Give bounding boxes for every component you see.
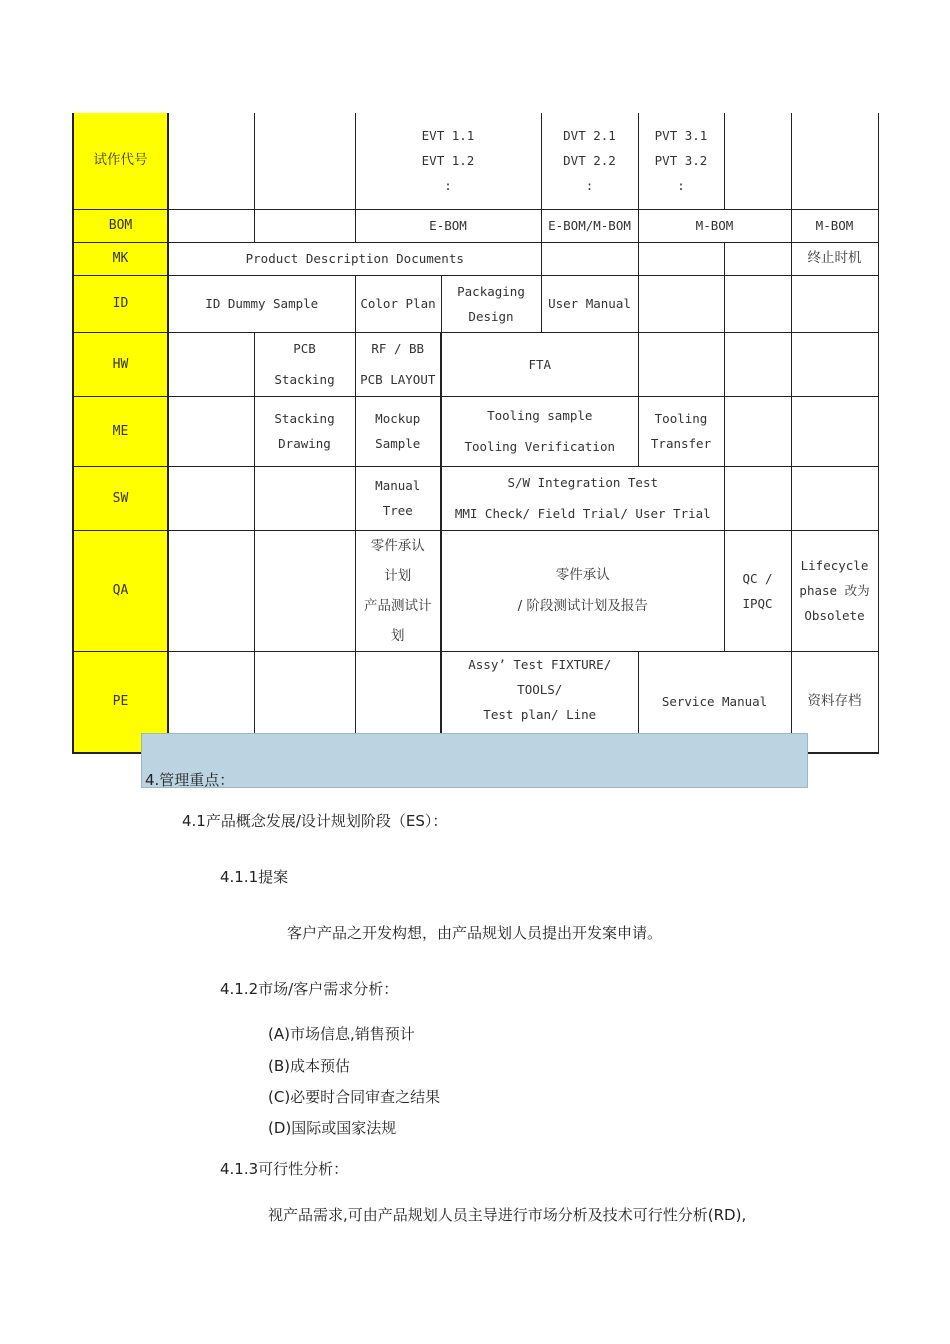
row-label-pe: PE <box>73 651 168 753</box>
transfer-line: Tooling <box>654 411 708 426</box>
lifecycle-line: Lifecycle <box>800 558 869 573</box>
cell-id-dummy: ID Dummy Sample <box>168 275 355 332</box>
row-mk <box>73 242 878 275</box>
cell-manual-tree: Manual Tree <box>355 466 441 530</box>
row-label-me: ME <box>73 396 168 466</box>
cell-end-timing: 终止时机 <box>791 242 878 275</box>
row-label-mk: MK <box>73 242 168 275</box>
rf-line: PCB LAYOUT <box>360 372 436 387</box>
cell-pvt <box>638 113 724 209</box>
stacking-line: Drawing <box>278 436 331 451</box>
cell-part-approval-report <box>441 530 724 651</box>
cell-part-approval-plan <box>355 530 441 651</box>
mockup-line: Mockup <box>375 411 421 426</box>
row-label-qa: QA <box>73 530 168 651</box>
cell-packaging <box>441 275 541 332</box>
heading-4-1-3: 4.1.3可行性分析： <box>220 1160 349 1178</box>
cell-empty <box>724 242 791 275</box>
cell-empty <box>791 275 878 332</box>
tooling-line: Tooling Verification <box>464 439 615 454</box>
cell-empty <box>638 275 724 332</box>
row-me <box>73 396 878 466</box>
transfer-line: Transfer <box>650 436 712 451</box>
paragraph-feasibility: 视产品需求,可由产品规划人员主导进行市场分析及技术可行性分析(RD), <box>268 1206 747 1224</box>
part-plan-line: 产品测试计 <box>364 597 432 614</box>
cell-fta: FTA <box>441 332 638 396</box>
row-label-hw: HW <box>73 332 168 396</box>
evt-line: EVT 1.1 <box>421 128 475 144</box>
section-band <box>141 733 808 788</box>
tooling-line: Tooling sample <box>487 408 593 423</box>
row-label-bom: BOM <box>73 209 168 242</box>
fixture-line: Assy’ Test FIXTURE/ TOOLS/ <box>468 656 612 697</box>
report-line: 零件承认 <box>555 566 610 583</box>
row-hw <box>73 332 878 396</box>
cell-empty <box>168 396 254 466</box>
row-id <box>73 275 878 332</box>
cell-user-manual: User Manual <box>541 275 638 332</box>
row-label-trial-code: 试作代号 <box>73 113 168 209</box>
pcb-line: Stacking <box>274 372 335 387</box>
cell-dvt <box>541 113 638 209</box>
pvt-line: PVT 3.1 <box>654 128 708 144</box>
cell-empty <box>791 466 878 530</box>
cell-empty <box>168 466 254 530</box>
cell-empty <box>168 209 254 242</box>
phase-table <box>72 113 879 754</box>
rf-line: RF / BB <box>371 341 425 356</box>
part-plan-line: 划 <box>391 627 405 644</box>
row-bom <box>73 209 878 242</box>
cell-empty <box>638 332 724 396</box>
cell-mbom-final: M-BOM <box>791 209 878 242</box>
cell-empty <box>724 466 791 530</box>
cell-empty <box>254 466 355 530</box>
paragraph-proposal: 客户产品之开发构想，由产品规划人员提出开发案申请。 <box>287 924 663 942</box>
cell-empty <box>168 530 254 651</box>
list-item: (A)市场信息,销售预计 <box>268 1025 415 1043</box>
cell-empty <box>724 275 791 332</box>
cell-qc-ipqc: QC / IPQC <box>724 530 791 651</box>
stacking-line: Stacking <box>274 411 335 426</box>
list-item: (D)国际或国家法规 <box>268 1119 397 1137</box>
cell-empty <box>254 209 355 242</box>
pvt-line: PVT 3.2 <box>654 153 708 169</box>
dvt-line: DVT 2.1 <box>563 128 616 144</box>
cell-lifecycle <box>791 530 878 651</box>
cell-ebom-mbom: E-BOM/M-BOM <box>541 209 638 242</box>
cell-sw-test <box>441 466 724 530</box>
part-plan-line: 计划 <box>384 567 412 584</box>
dvt-line: : <box>585 178 594 194</box>
heading-4-1-2: 4.1.2市场/客户需求分析： <box>220 980 399 998</box>
report-line: / 阶段测试计划及报告 <box>517 597 648 614</box>
part-plan-line: 零件承认 <box>370 537 425 554</box>
evt-line: EVT 1.2 <box>421 153 475 169</box>
cell-archive: 资料存档 <box>791 651 878 753</box>
cell-empty <box>724 332 791 396</box>
cell-product-description: Product Description Documents <box>168 242 541 275</box>
row-label-id: ID <box>73 275 168 332</box>
sw-line: S/W Integration Test <box>507 475 658 490</box>
list-item: (C)必要时合同审查之结果 <box>268 1088 441 1106</box>
list-item: (B)成本预估 <box>268 1057 350 1075</box>
evt-line: : <box>444 178 452 194</box>
cell-empty <box>254 113 355 209</box>
pcb-line: PCB <box>293 341 316 356</box>
section-heading: 4.管理重点： <box>145 771 235 789</box>
cell-empty <box>254 530 355 651</box>
cell-empty <box>724 113 791 209</box>
cell-service-manual: Service Manual <box>638 651 791 753</box>
cell-rf-layout <box>355 332 441 396</box>
dvt-line: DVT 2.2 <box>563 153 616 169</box>
lifecycle-line: phase 改为 <box>799 583 870 598</box>
cell-pcb-stacking <box>254 332 355 396</box>
cell-tooling-transfer <box>638 396 724 466</box>
packaging-line: Packaging <box>457 283 525 299</box>
cell-color-plan: Color Plan <box>355 275 441 332</box>
lifecycle-line: Obsolete <box>804 608 865 623</box>
row-sw <box>73 466 878 530</box>
cell-empty <box>791 113 878 209</box>
cell-empty <box>541 242 638 275</box>
mockup-line: Sample <box>375 436 421 451</box>
cell-evt <box>355 113 541 209</box>
cell-tooling <box>441 396 638 466</box>
cell-empty <box>638 242 724 275</box>
cell-empty <box>168 332 254 396</box>
fixture-line: Test plan/ Line <box>483 706 597 722</box>
cell-mbom: M-BOM <box>638 209 791 242</box>
cell-stacking-drawing <box>254 396 355 466</box>
cell-empty <box>791 332 878 396</box>
row-label-sw: SW <box>73 466 168 530</box>
heading-4-1: 4.1产品概念发展/设计规划阶段（ES）： <box>182 812 448 830</box>
row-trial-code <box>73 113 878 209</box>
cell-mockup <box>355 396 441 466</box>
cell-ebom: E-BOM <box>355 209 541 242</box>
pvt-line: : <box>677 178 685 194</box>
heading-4-1-1: 4.1.1提案 <box>220 868 289 886</box>
cell-empty <box>724 396 791 466</box>
cell-empty <box>168 113 254 209</box>
sw-line: MMI Check/ Field Trial/ User Trial <box>454 506 711 521</box>
cell-empty <box>791 396 878 466</box>
row-qa <box>73 530 878 651</box>
packaging-line: Design <box>468 308 514 324</box>
